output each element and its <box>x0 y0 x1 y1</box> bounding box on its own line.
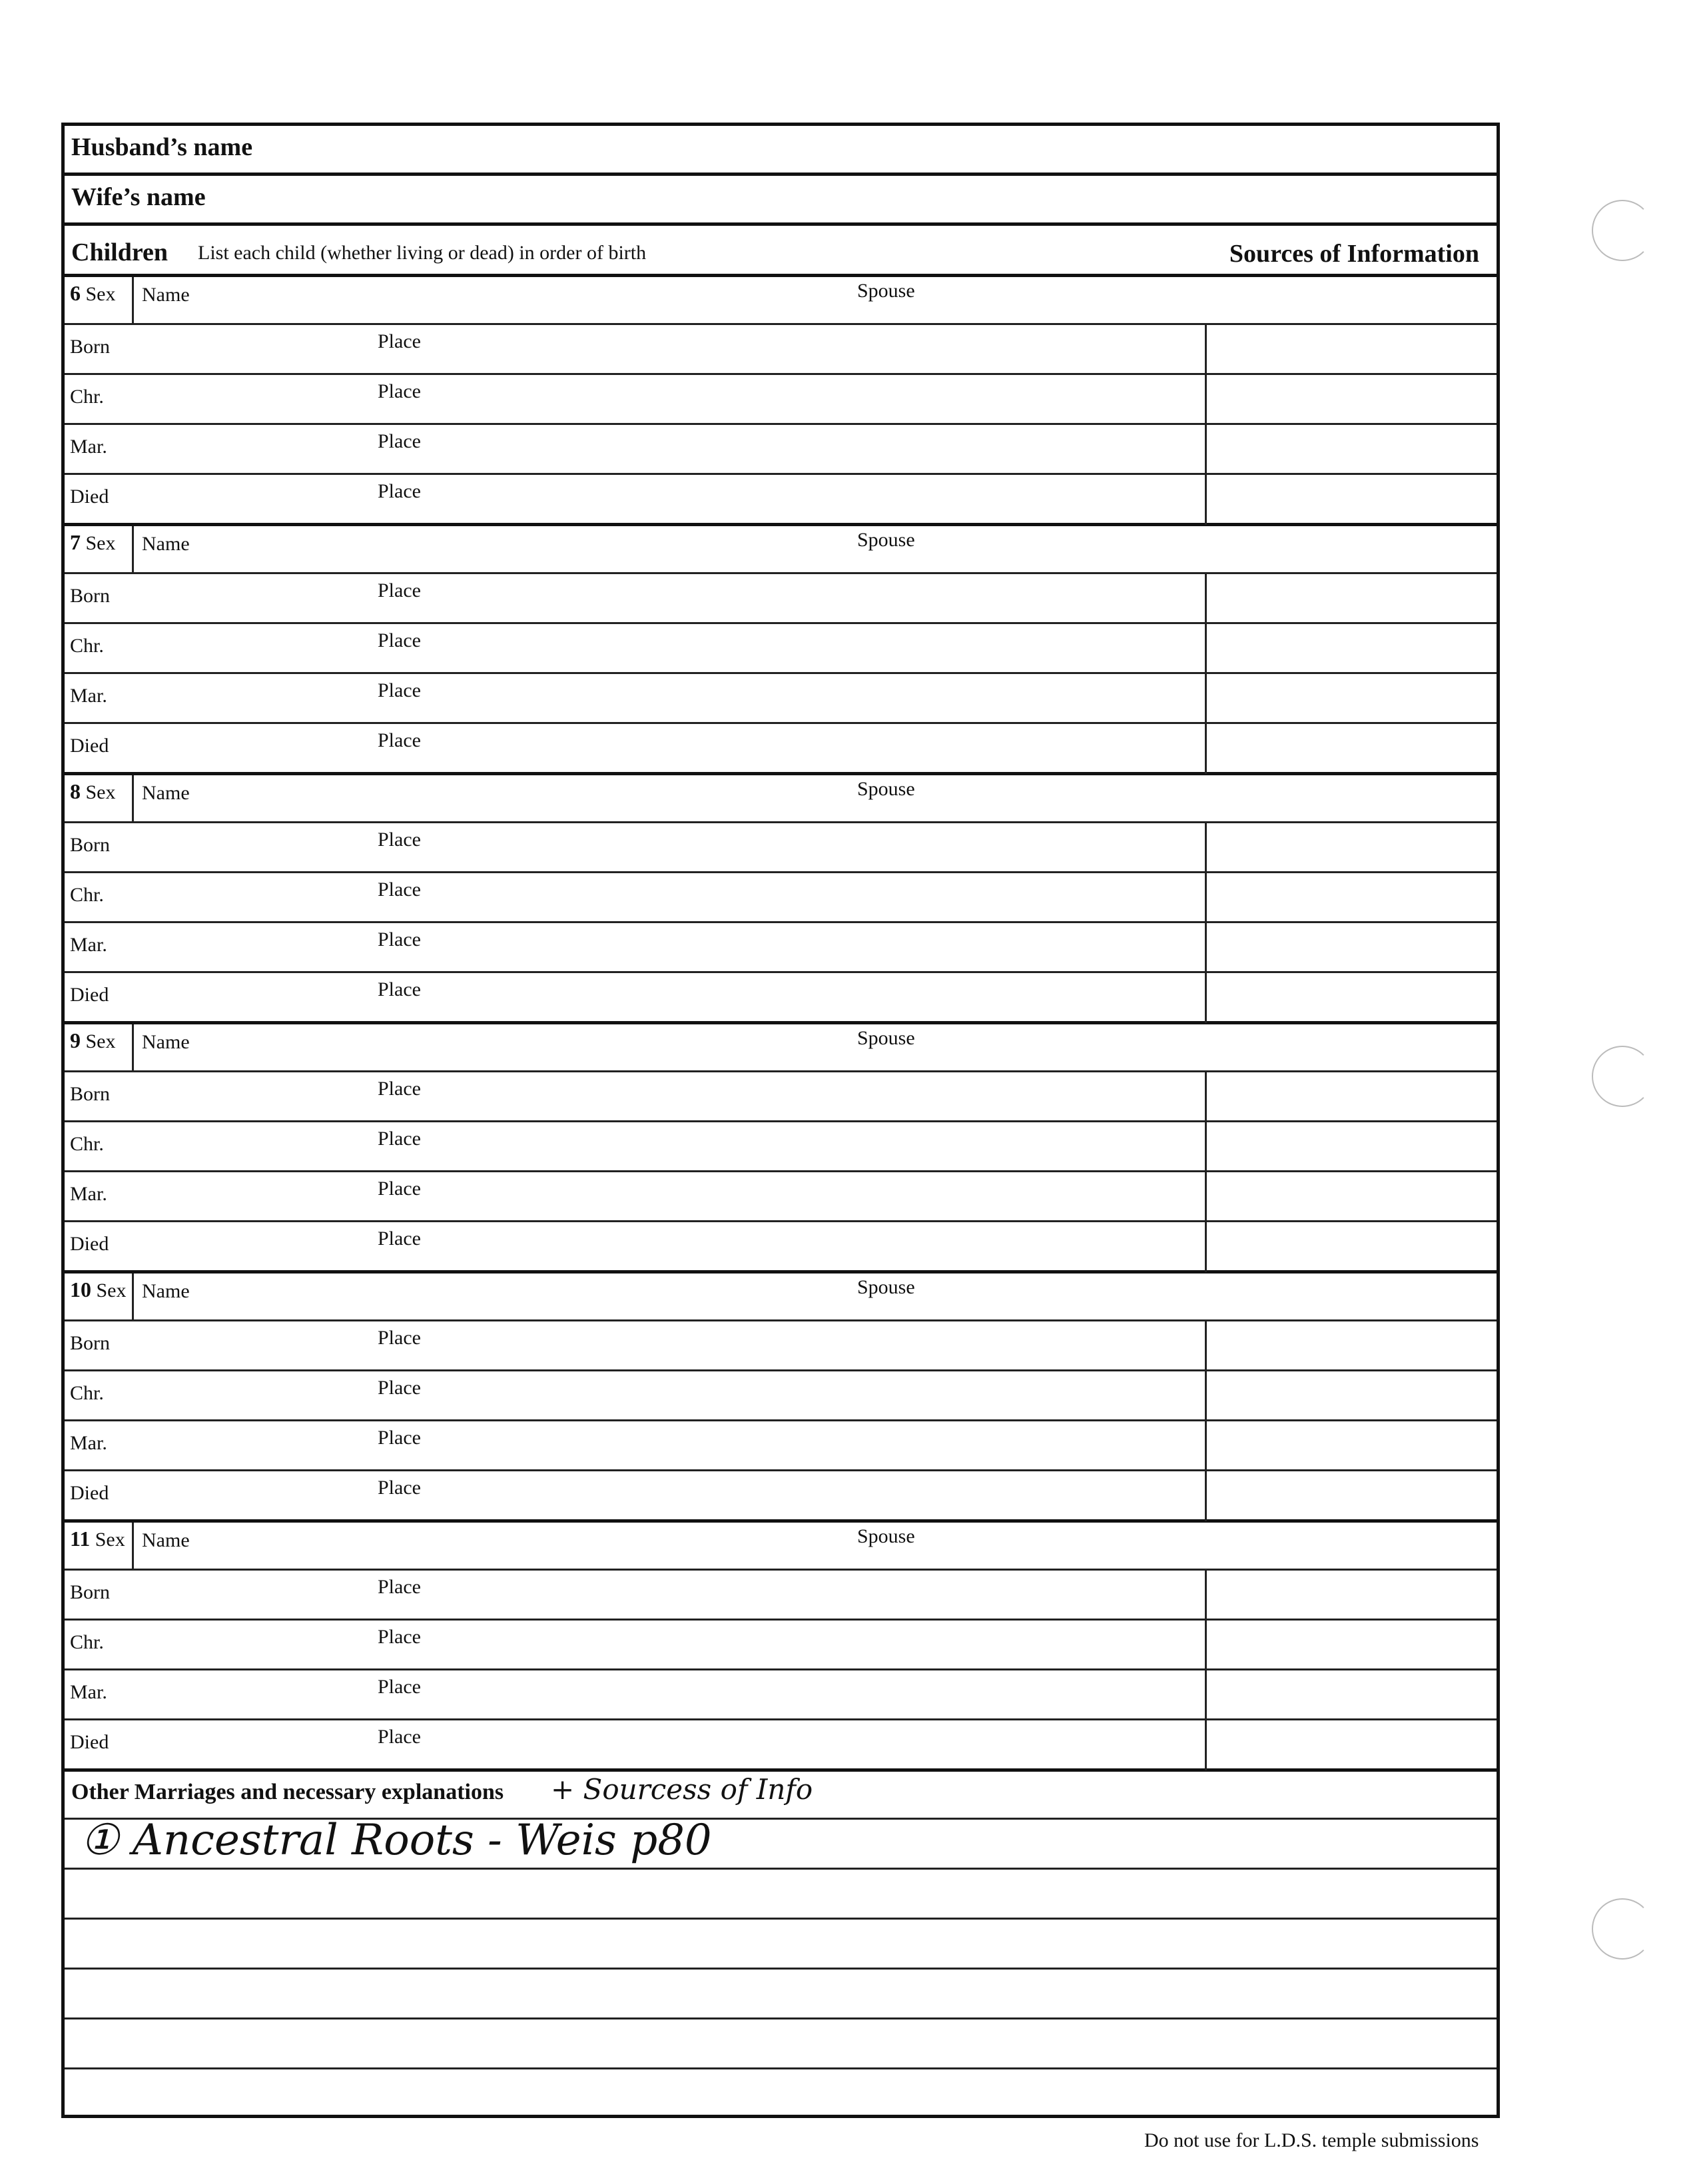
chr-row[interactable] <box>65 624 1497 674</box>
explanation-line[interactable] <box>65 1816 1497 1870</box>
died-row[interactable] <box>65 1471 1497 1521</box>
died-row[interactable] <box>65 475 1497 525</box>
sex-label: Sex <box>85 532 116 554</box>
child-block <box>65 1024 1497 1274</box>
husband-label: Husband’s name <box>71 133 253 161</box>
punch-hole-icon <box>1592 1898 1653 1960</box>
spouse-label: Spouse <box>857 529 915 551</box>
children-label: Children <box>71 238 169 266</box>
sex-label: Sex <box>95 1529 125 1551</box>
wife-row[interactable] <box>65 176 1497 226</box>
place-label: Place <box>378 729 421 751</box>
wife-label: Wife’s name <box>71 183 206 211</box>
mar-row[interactable] <box>65 923 1497 973</box>
mar-label: Mar. <box>70 685 107 707</box>
child-number: 8 <box>70 779 81 803</box>
child-block <box>65 775 1497 1024</box>
born-label: Born <box>70 1332 110 1354</box>
place-label: Place <box>378 829 421 851</box>
place-label: Place <box>378 879 421 901</box>
name-label: Name <box>142 284 190 306</box>
died-row[interactable] <box>65 973 1497 1023</box>
place-label: Place <box>378 1427 421 1449</box>
child-name-row[interactable] <box>65 1274 1497 1321</box>
source-cell[interactable] <box>1205 1571 1497 1619</box>
place-label: Place <box>378 978 421 1000</box>
husband-row[interactable] <box>65 126 1497 176</box>
source-cell[interactable] <box>1205 823 1497 871</box>
source-cell[interactable] <box>1205 1222 1497 1272</box>
place-label: Place <box>378 1327 421 1349</box>
place-label: Place <box>378 1626 421 1648</box>
explanation-line[interactable] <box>65 2019 1497 2069</box>
born-label: Born <box>70 1581 110 1603</box>
spouse-label: Spouse <box>857 778 915 800</box>
born-row[interactable] <box>65 325 1497 375</box>
chr-row[interactable] <box>65 1122 1497 1172</box>
source-cell[interactable] <box>1205 1371 1497 1419</box>
mar-label: Mar. <box>70 1183 107 1205</box>
explanation-line[interactable] <box>65 1920 1497 1970</box>
place-label: Place <box>378 480 421 502</box>
child-number: 7 <box>70 530 81 554</box>
source-cell[interactable] <box>1205 873 1497 921</box>
explanation-line[interactable] <box>65 1870 1497 1920</box>
explanation-line[interactable] <box>65 2069 1497 2119</box>
died-label: Died <box>70 1482 109 1504</box>
born-row[interactable] <box>65 1321 1497 1371</box>
child-name-row[interactable] <box>65 526 1497 574</box>
sex-box[interactable] <box>65 1024 134 1070</box>
child-number: 10 <box>70 1277 91 1301</box>
child-number: 11 <box>70 1527 91 1551</box>
child-name-row[interactable] <box>65 277 1497 325</box>
source-cell[interactable] <box>1205 724 1497 774</box>
source-cell[interactable] <box>1205 1321 1497 1369</box>
chr-label: Chr. <box>70 1631 104 1653</box>
spouse-label: Spouse <box>857 1525 915 1547</box>
mar-row[interactable] <box>65 1172 1497 1222</box>
place-label: Place <box>378 1128 421 1150</box>
died-row[interactable] <box>65 724 1497 774</box>
place-label: Place <box>378 1178 421 1200</box>
footer-note: Do not use for L.D.S. temple submissions <box>1144 2129 1479 2151</box>
died-label: Died <box>70 984 109 1006</box>
handwritten-source-entry: ① Ancestral Roots - Weis p80 <box>81 1816 712 1865</box>
spouse-label: Spouse <box>857 1276 915 1298</box>
child-name-row[interactable] <box>65 1523 1497 1571</box>
punch-hole-icon <box>1592 200 1653 261</box>
place-label: Place <box>378 1377 421 1399</box>
chr-label: Chr. <box>70 1133 104 1155</box>
source-cell[interactable] <box>1205 973 1497 1023</box>
place-label: Place <box>378 430 421 452</box>
child-block <box>65 1523 1497 1772</box>
source-cell[interactable] <box>1205 1122 1497 1170</box>
sex-label: Sex <box>96 1279 127 1301</box>
mar-label: Mar. <box>70 1432 107 1454</box>
born-row[interactable] <box>65 1072 1497 1122</box>
chr-label: Chr. <box>70 884 104 906</box>
source-cell[interactable] <box>1205 325 1497 373</box>
chr-label: Chr. <box>70 386 104 408</box>
place-label: Place <box>378 1078 421 1100</box>
source-cell[interactable] <box>1205 475 1497 525</box>
chr-row[interactable] <box>65 375 1497 425</box>
place-label: Place <box>378 380 421 402</box>
mar-row[interactable] <box>65 1421 1497 1471</box>
chr-label: Chr. <box>70 635 104 657</box>
died-row[interactable] <box>65 1222 1497 1272</box>
source-cell[interactable] <box>1205 1072 1497 1120</box>
place-label: Place <box>378 679 421 701</box>
other-marriages-label: Other Marriages and necessary explanations <box>71 1780 504 1804</box>
source-cell[interactable] <box>1205 1471 1497 1521</box>
mar-row[interactable] <box>65 425 1497 475</box>
place-label: Place <box>378 928 421 950</box>
chr-label: Chr. <box>70 1382 104 1404</box>
child-name-row[interactable] <box>65 1024 1497 1072</box>
explanation-line[interactable] <box>65 1970 1497 2019</box>
sex-label: Sex <box>85 283 116 305</box>
source-cell[interactable] <box>1205 923 1497 971</box>
sex-box[interactable] <box>65 526 134 572</box>
source-cell[interactable] <box>1205 1421 1497 1469</box>
sex-label: Sex <box>85 781 116 803</box>
born-label: Born <box>70 585 110 607</box>
punch-hole-icon <box>1592 1046 1653 1107</box>
sex-label: Sex <box>85 1030 116 1052</box>
child-block <box>65 277 1497 526</box>
place-label: Place <box>378 330 421 352</box>
place-label: Place <box>378 1576 421 1598</box>
sex-box[interactable] <box>65 1274 134 1319</box>
mar-label: Mar. <box>70 436 107 458</box>
died-label: Died <box>70 735 109 757</box>
born-label: Born <box>70 1083 110 1105</box>
place-label: Place <box>378 579 421 601</box>
sex-box[interactable] <box>65 277 134 323</box>
source-cell[interactable] <box>1205 674 1497 722</box>
name-label: Name <box>142 1280 190 1302</box>
spouse-label: Spouse <box>857 280 915 302</box>
mar-label: Mar. <box>70 934 107 956</box>
sex-box[interactable] <box>65 1523 134 1569</box>
child-number: 6 <box>70 281 81 305</box>
mar-row[interactable] <box>65 1670 1497 1720</box>
source-cell[interactable] <box>1205 1172 1497 1220</box>
source-cell[interactable] <box>1205 1720 1497 1770</box>
died-label: Died <box>70 1233 109 1255</box>
name-label: Name <box>142 533 190 555</box>
handwritten-sources-note: + Sourcess of Info <box>551 1773 813 1806</box>
died-row[interactable] <box>65 1720 1497 1770</box>
family-group-form <box>61 123 1500 2118</box>
child-block <box>65 526 1497 775</box>
name-label: Name <box>142 1031 190 1053</box>
place-label: Place <box>378 629 421 651</box>
chr-row[interactable] <box>65 1371 1497 1421</box>
born-label: Born <box>70 834 110 856</box>
source-cell[interactable] <box>1205 624 1497 672</box>
chr-row[interactable] <box>65 1621 1497 1670</box>
source-cell[interactable] <box>1205 574 1497 622</box>
name-label: Name <box>142 1529 190 1551</box>
sex-box[interactable] <box>65 775 134 821</box>
born-row[interactable] <box>65 823 1497 873</box>
source-cell[interactable] <box>1205 1670 1497 1718</box>
place-label: Place <box>378 1726 421 1748</box>
place-label: Place <box>378 1676 421 1698</box>
sources-label: Sources of Information <box>1229 240 1479 268</box>
chr-row[interactable] <box>65 873 1497 923</box>
born-label: Born <box>70 336 110 358</box>
born-row[interactable] <box>65 1571 1497 1621</box>
mar-label: Mar. <box>70 1681 107 1703</box>
other-marriages-header[interactable] <box>65 1772 1497 1820</box>
mar-row[interactable] <box>65 674 1497 724</box>
child-block <box>65 1274 1497 1523</box>
source-cell[interactable] <box>1205 375 1497 423</box>
source-cell[interactable] <box>1205 1621 1497 1668</box>
place-label: Place <box>378 1228 421 1250</box>
name-label: Name <box>142 782 190 804</box>
born-row[interactable] <box>65 574 1497 624</box>
source-cell[interactable] <box>1205 425 1497 473</box>
children-note: List each child (whether living or dead) in order of birth <box>198 242 647 264</box>
spouse-label: Spouse <box>857 1027 915 1049</box>
died-label: Died <box>70 486 109 508</box>
place-label: Place <box>378 1477 421 1499</box>
child-name-row[interactable] <box>65 775 1497 823</box>
child-number: 9 <box>70 1028 81 1052</box>
other-marriages-section <box>65 1772 1497 2119</box>
children-header <box>65 226 1497 277</box>
died-label: Died <box>70 1731 109 1753</box>
